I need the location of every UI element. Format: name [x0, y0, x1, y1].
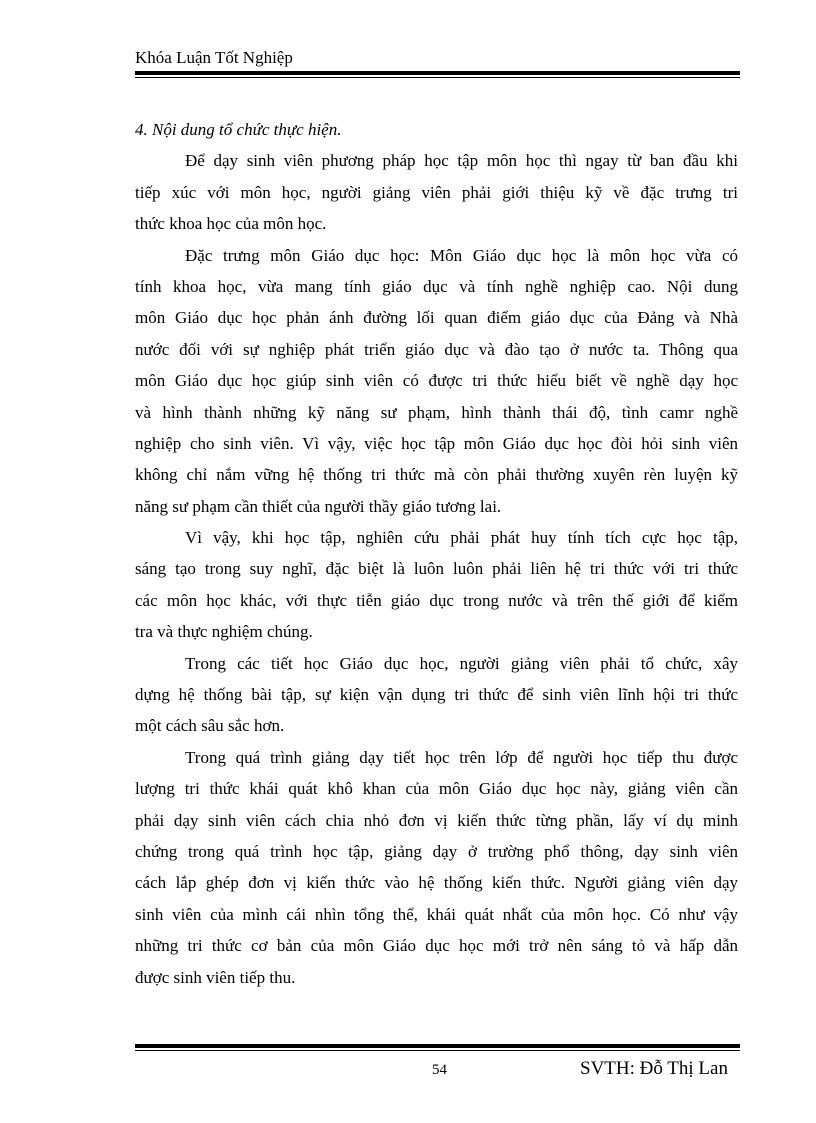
paragraph-line: Trong quá trình giảng dạy tiết học trên lớp để người học tiếp thu được [185, 747, 738, 767]
header-rule [135, 71, 740, 78]
paragraph-line: lượng tri thức khái quát khô khan của môn Giáo dục học này, giảng viên cần [135, 779, 738, 799]
paragraph [135, 742, 738, 993]
paragraph [135, 522, 738, 648]
paragraph [135, 145, 738, 239]
footer-rule [135, 1044, 740, 1051]
paragraph-line: môn Giáo dục học phản ánh đường lối quan điểm giáo dục của Đảng và Nhà [135, 308, 738, 328]
paragraph-line: phải dạy sinh viên cách chia nhỏ đơn vị kiến thức từng phần, lấy ví dụ minh [135, 810, 738, 830]
paragraph [135, 648, 738, 742]
paragraph-line: môn Giáo dục học giúp sinh viên có được tri thức hiểu biết về nghề dạy học [135, 371, 738, 391]
paragraph-line: cách lắp ghép đơn vị kiến thức vào hệ thống kiến thức. Người giảng viên dạy [135, 873, 738, 893]
page-number: 54 [432, 1062, 447, 1078]
header-title: Khóa Luận Tốt Nghiệp [135, 48, 293, 67]
footer-author: SVTH: Đỗ Thị Lan [580, 1058, 728, 1079]
paragraph [135, 240, 738, 523]
paragraph-line: một cách sâu sắc hơn. [135, 716, 285, 736]
paragraph-line: Để dạy sinh viên phương pháp học tập môn học thì ngay từ ban đầu khi [185, 151, 738, 171]
paragraph-line: và hình thành những kỹ năng sư phạm, hình thành thái độ, tình camr nghề [135, 402, 738, 422]
paragraph-line: tính khoa học, vừa mang tính giáo dục và tính nghề nghiệp cao. Nội dung [135, 276, 738, 296]
paragraph-line: nước đối với sự nghiệp phát triển giáo dục và đào tạo ở nước ta. Thông qua [135, 339, 738, 359]
paragraph-line: tiếp xúc với môn học, người giảng viên phải giới thiệu kỹ về đặc trưng tri [135, 182, 738, 202]
paragraph-line: sinh viên của mình cái nhìn tổng thể, khái quát nhất của môn học. Có như vậy [135, 904, 738, 924]
paragraph-line: sáng tạo trong suy nghĩ, đặc biệt là luôn luôn phải liên hệ tri thức với tri thức [135, 559, 738, 579]
paragraph-line: Đặc trưng môn Giáo dục học: Môn Giáo dục học là môn học vừa có [185, 245, 738, 265]
paragraph-line: Vì vậy, khi học tập, nghiên cứu phải phát huy tính tích cực học tập, [185, 528, 738, 548]
section-title: 4. Nội dung tổ chức thực hiện. [135, 120, 342, 139]
paragraph-line: tra và thực nghiệm chúng. [135, 622, 313, 642]
paragraph-line: Trong các tiết học Giáo dục học, người giảng viên phải tổ chức, xây [185, 653, 738, 673]
paragraph-line: chứng trong quá trình học tập, giảng dạy ở trường phổ thông, dạy sinh viên [135, 841, 738, 861]
document-body [135, 114, 738, 993]
paragraph-line: dựng hệ thống bài tập, sự kiện vận dụng tri thức để sinh viên lĩnh hội tri thức [135, 685, 738, 705]
paragraph-line: nghiệp cho sinh viên. Vì vậy, việc học tập môn Giáo dục học đòi hỏi sinh viên [135, 433, 738, 453]
paragraph-line: năng sư phạm cần thiết của người thầy giáo tương lai. [135, 496, 502, 516]
paragraph-line: được sinh viên tiếp thu. [135, 967, 296, 987]
paragraph-line: những tri thức cơ bản của môn Giáo dục học mới trở nên sáng tỏ và hấp dẫn [135, 936, 738, 956]
paragraph-line: thức khoa học của môn học. [135, 214, 327, 234]
paragraph-line: các môn học khác, với thực tiễn giáo dục trong nước và trên thế giới để kiểm [135, 590, 738, 610]
paragraph-line: không chỉ nắm vững hệ thống tri thức mà còn phải thường xuyên rèn luyện kỹ [135, 465, 738, 485]
